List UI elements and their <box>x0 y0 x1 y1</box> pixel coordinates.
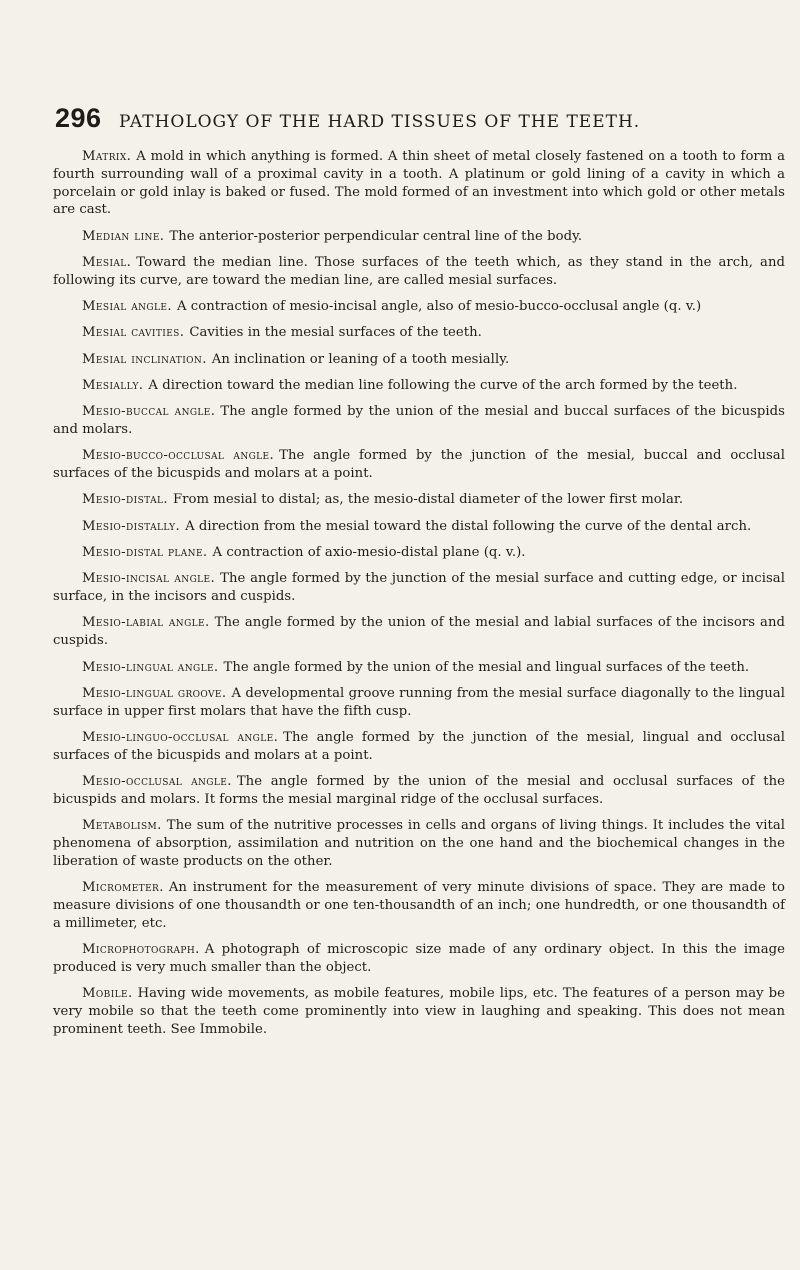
entry-term: Mesial. <box>82 254 132 270</box>
entry-definition: The angle formed by the union of the mesial and occlusal surfaces of the bicuspids and molars. It forms the mesial marginal ridge of the occlusal surfaces. <box>53 774 785 807</box>
entry-definition: Toward the median line. Those surfaces of the teeth which, as they stand in the arch, and following its curve, are toward the median line, are called mesial surfaces. <box>53 254 785 288</box>
entry-term: Mesial angle. <box>82 299 172 315</box>
glossary-entry <box>53 817 785 870</box>
entry-term: Mesio-distal. <box>82 492 168 508</box>
entry-definition: The sum of the nutritive processes in cells and organs of living things. It includes the vital phenomena of absorption, assimilation and nutrition on the one hand and the biochemical changes in the liberation of waste products on the other. <box>53 818 785 869</box>
entry-definition: The angle formed by the union of the mesial and buccal surfaces of the bicuspids and molars. <box>53 404 785 438</box>
entry-term: Mesio-distally. <box>82 518 181 534</box>
glossary-entry <box>53 351 785 369</box>
entry-definition: A direction toward the median line following the curve of the arch formed by the teeth. <box>148 377 738 393</box>
glossary-entry <box>53 491 785 509</box>
glossary-entry <box>53 773 785 809</box>
glossary-entry <box>53 985 785 1038</box>
entry-definition: An inclination or leaning of a tooth mesially. <box>211 351 510 367</box>
entry-definition: The angle formed by the junction of the mesial, lingual and occlusal surfaces of the bicuspids and molars at a point. <box>53 729 785 763</box>
entry-term: Mesio-buccal angle. <box>82 404 216 420</box>
entry-term: Mesial inclination. <box>82 351 207 367</box>
entry-term: Matrix. <box>82 149 132 164</box>
glossary-entry <box>53 685 785 721</box>
entry-term: Mesially. <box>82 377 144 393</box>
glossary-entry <box>53 447 785 483</box>
entry-term: Metabolism. <box>82 818 162 834</box>
glossary-entries <box>53 148 785 1047</box>
entry-definition: A developmental groove running from the mesial surface diagonally to the lingual surface in upper first molars that have the fifth cusp. <box>53 685 785 719</box>
entry-definition: A contraction of axio-mesio-distal plane (q. v.). <box>212 545 526 561</box>
glossary-entry <box>53 659 785 677</box>
entry-definition: A direction from the mesial toward the distal following the curve of the dental arch. <box>185 518 752 534</box>
entry-term: Mesio-distal plane. <box>82 545 208 561</box>
glossary-entry <box>53 298 785 316</box>
entry-term: Mobile. <box>82 985 133 1001</box>
glossary-entry <box>53 570 785 606</box>
entry-definition: The angle formed by the union of the mesial and lingual surfaces of the teeth. <box>223 659 750 675</box>
entry-definition: A mold in which anything is formed. A thin sheet of metal closely fastened on a tooth to form a fourth surrounding wall of a proximal cavity in a tooth. A platinum or gold lining of a cavity in which a porcelain or gold inlay is baked or fused. The mold formed of an investment into which gold or other metals are cast. <box>53 149 785 218</box>
entry-definition: Cavities in the mesial surfaces of the teeth. <box>189 325 482 341</box>
glossary-entry <box>53 148 785 219</box>
glossary-entry <box>53 614 785 650</box>
glossary-entry <box>53 403 785 439</box>
entry-term: Mesio-labial angle. <box>82 615 210 631</box>
entry-definition: The angle formed by the junction of the mesial, buccal and occlusal surfaces of the bicuspids and molars at a point. <box>53 448 785 482</box>
entry-definition: The anterior-posterior perpendicular central line of the body. <box>169 228 583 244</box>
entry-definition: The angle formed by the union of the mesial and labial surfaces of the incisors and cuspids. <box>53 615 785 649</box>
glossary-entry <box>53 941 785 977</box>
entry-term: Micrometer. <box>82 880 164 895</box>
entry-term: Median line. <box>82 228 165 244</box>
entry-definition: Having wide movements, as mobile features, mobile lips, etc. The features of a person may be very mobile so that the teeth come prominently into view in laughing and speaking. This does not mean prominent teeth. See Immobile. <box>53 985 785 1037</box>
running-head <box>55 103 770 137</box>
entry-term: Mesio-linguo-occlusal angle. <box>82 729 279 745</box>
glossary-entry <box>53 544 785 562</box>
entry-definition: An instrument for the measurement of very minute divisions of space. They are made to measure divisions of one thousandth or one ten-thousandth of an inch; one hundredth, or one thousandth of a millimeter, etc. <box>53 880 785 931</box>
entry-term: Mesio-lingual groove. <box>82 685 227 701</box>
glossary-entry <box>53 518 785 536</box>
entry-definition: A photograph of microscopic size made of any ordinary object. In this the image produced is very much smaller than the object. <box>53 941 785 975</box>
entry-definition: A contraction of mesio-incisal angle, also of mesio-bucco-occlusal angle (q. v.) <box>176 299 702 315</box>
entry-term: Mesial cavities. <box>82 325 185 341</box>
entry-term: Mesio-incisal angle. <box>82 571 216 587</box>
entry-term: Mesio-occlusal angle. <box>82 774 232 790</box>
glossary-entry <box>53 377 785 395</box>
glossary-entry <box>53 729 785 765</box>
entry-definition: The angle formed by the junction of the mesial surface and cutting edge, or incisal surface, in the incisors and cuspids. <box>53 571 785 605</box>
entry-term: Microphotograph. <box>82 941 200 957</box>
entry-term: Mesio-bucco-occlusal angle. <box>82 448 275 464</box>
glossary-entry <box>53 324 785 342</box>
entry-definition: From mesial to distal; as, the mesio-distal diameter of the lower first molar. <box>172 492 684 508</box>
page-number: 296 <box>55 103 102 133</box>
glossary-entry <box>53 879 785 932</box>
glossary-entry <box>53 228 785 246</box>
glossary-entry <box>53 254 785 290</box>
entry-term: Mesio-lingual angle. <box>82 659 219 675</box>
running-title: PATHOLOGY OF THE HARD TISSUES OF THE TEETH. <box>119 112 641 132</box>
